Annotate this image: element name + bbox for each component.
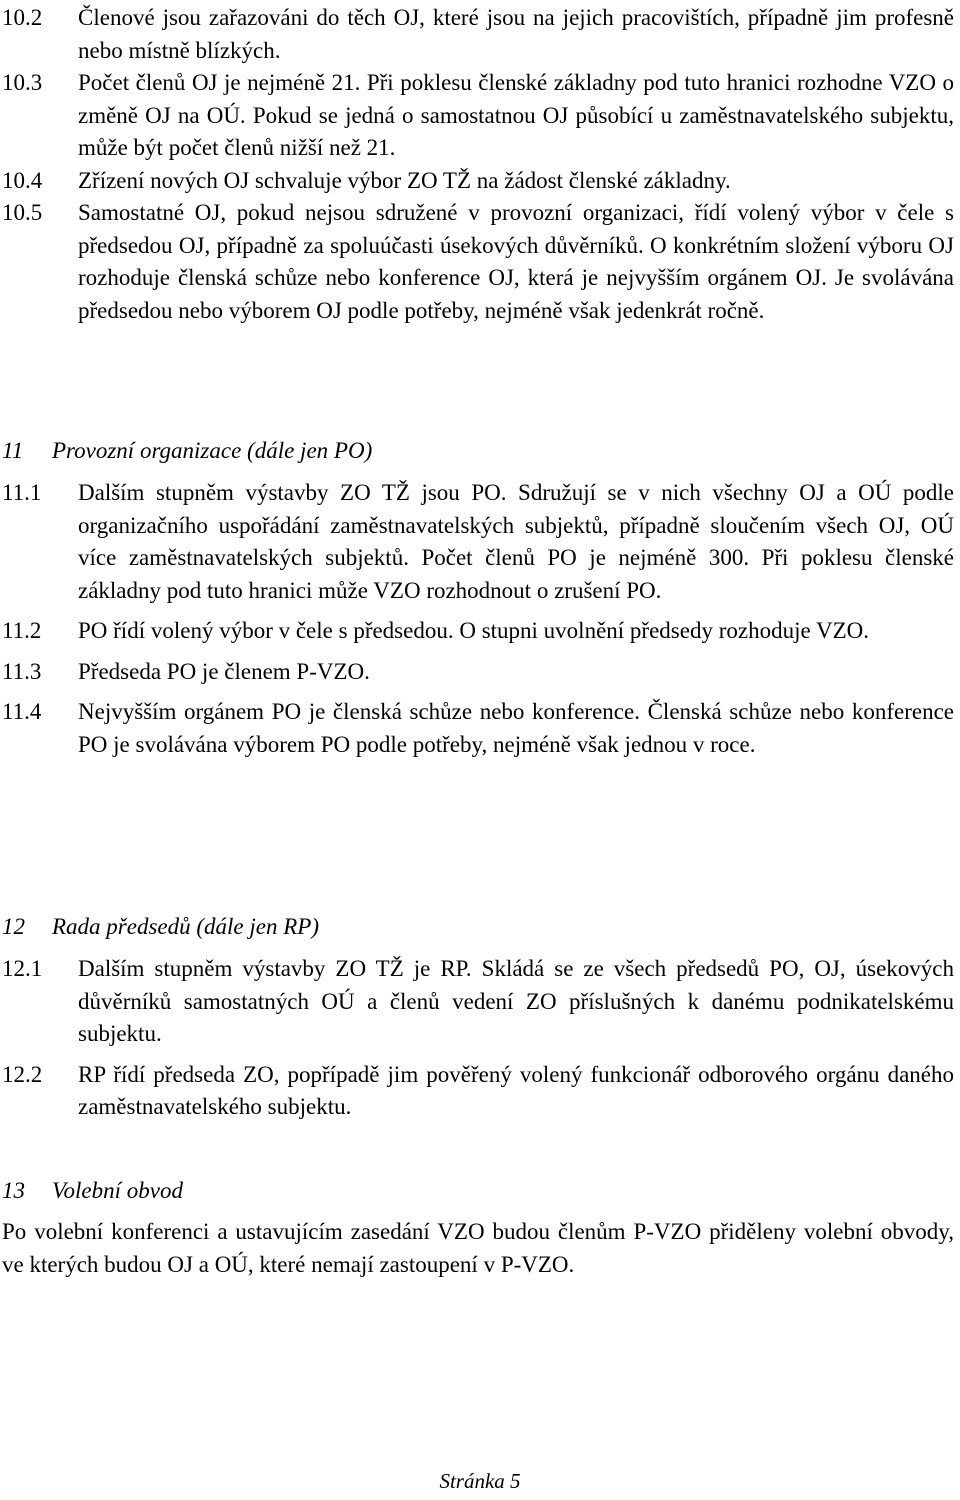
clause-text: Dalším stupněm výstavby ZO TŽ jsou PO. Sdružují se v nich všechny OJ a OÚ podle organizačního uspořádání zaměstnavatelských subjektů, případně sloučením všech OJ, OÚ více zaměstnavatelských subjektů. Počet členů PO je nejméně 300. Při poklesu členské základny pod tuto hranici může VZO rozhodnout o zrušení PO.: [78, 480, 954, 603]
section-13-text: Po volební konferenci a ustavujícím zasedání VZO budou členům P-VZO přiděleny volební obvody, ve kterých budou OJ a OÚ, které nemají zastoupení v P-VZO.: [2, 1219, 954, 1277]
clause-10-5: [0, 197, 960, 327]
clause-12-2: [0, 1059, 960, 1124]
clause-text: Zřízení nových OJ schvaluje výbor ZO TŽ na žádost členské základny.: [78, 167, 731, 193]
clause-number: 11.4: [2, 699, 42, 724]
clause-text: Nejvyšším orgánem PO je členská schůze nebo konference. Členská schůze nebo konference PO je svolávána výborem PO podle potřeby, nejméně však jednou v roce.: [78, 699, 954, 757]
clause-11-4: [0, 696, 960, 761]
clause-text: Dalším stupněm výstavby ZO TŽ je RP. Skládá se ze všech předsedů PO, OJ, úsekových důvěrníků samostatných OÚ a členů vedení ZO příslušných k danému podnikatelskému subjektu.: [78, 956, 954, 1046]
section-11-heading: [0, 435, 960, 468]
section-13-heading: [0, 1175, 960, 1208]
clause-text: RP řídí předseda ZO, popřípadě jim pověřený volený funkcionář odborového orgánu daného zaměstnavatelského subjektu.: [78, 1061, 954, 1119]
clause-text: Počet členů OJ je nejméně 21. Při poklesu členské základny pod tuto hranici rozhodne VZO o změně OJ na OÚ. Pokud se jedná o samostatnou OJ působící u zaměstnavatelského subjektu, může být počet členů nižší než 21.: [78, 70, 954, 160]
page-number-label: Stránka 5: [439, 1469, 521, 1493]
clause-10-2: [0, 2, 960, 67]
page-footer: [0, 1469, 960, 1494]
clause-number: 10.5: [2, 200, 43, 225]
section-title: Rada předsedů (dále jen RP): [52, 914, 319, 939]
clause-11-1: [0, 477, 960, 607]
section-12-heading: [0, 911, 960, 944]
clause-number: 11.2: [2, 618, 42, 643]
clause-text: Předseda PO je členem P-VZO.: [78, 658, 370, 684]
clause-11-2: [0, 615, 960, 648]
clause-text: PO řídí volený výbor v čele s předsedou. O stupni uvolnění předsedy rozhoduje VZO.: [78, 618, 870, 643]
section-title: Volební obvod: [52, 1178, 183, 1203]
section-12-items: [0, 953, 960, 1124]
clause-10-4: [0, 165, 960, 198]
section-number: 11: [2, 438, 24, 463]
section-10-items: [0, 2, 960, 327]
clause-number: 11.1: [2, 480, 42, 505]
clause-11-3: [0, 656, 960, 689]
section-title: Provozní organizace (dále jen PO): [52, 438, 373, 463]
clause-text: Členové jsou zařazováni do těch OJ, které jsou na jejich pracovištích, případně jim profesně nebo místně blízkých.: [78, 5, 954, 63]
clause-number: 11.3: [2, 658, 42, 684]
clause-number: 12.2: [2, 1061, 43, 1087]
section-number: 12: [2, 914, 25, 939]
clause-10-3: [0, 67, 960, 165]
clause-12-1: [0, 953, 960, 1051]
section-11-items: [0, 477, 960, 761]
section-number: 13: [2, 1178, 25, 1203]
clause-text: Samostatné OJ, pokud nejsou sdružené v provozní organizaci, řídí volený výbor v čele s předsedou OJ, případně za spoluúčasti úsekových důvěrníků. O konkrétním složení výboru OJ rozhoduje členská schůze nebo konference OJ, která je nejvyšším orgánem OJ. Je svolávána předsedou nebo výborem OJ podle potřeby, nejméně však jedenkrát ročně.: [78, 200, 954, 323]
clause-number: 10.3: [2, 70, 43, 95]
clause-number: 10.2: [2, 5, 43, 30]
clause-number: 12.1: [2, 956, 43, 981]
clause-number: 10.4: [2, 167, 43, 193]
